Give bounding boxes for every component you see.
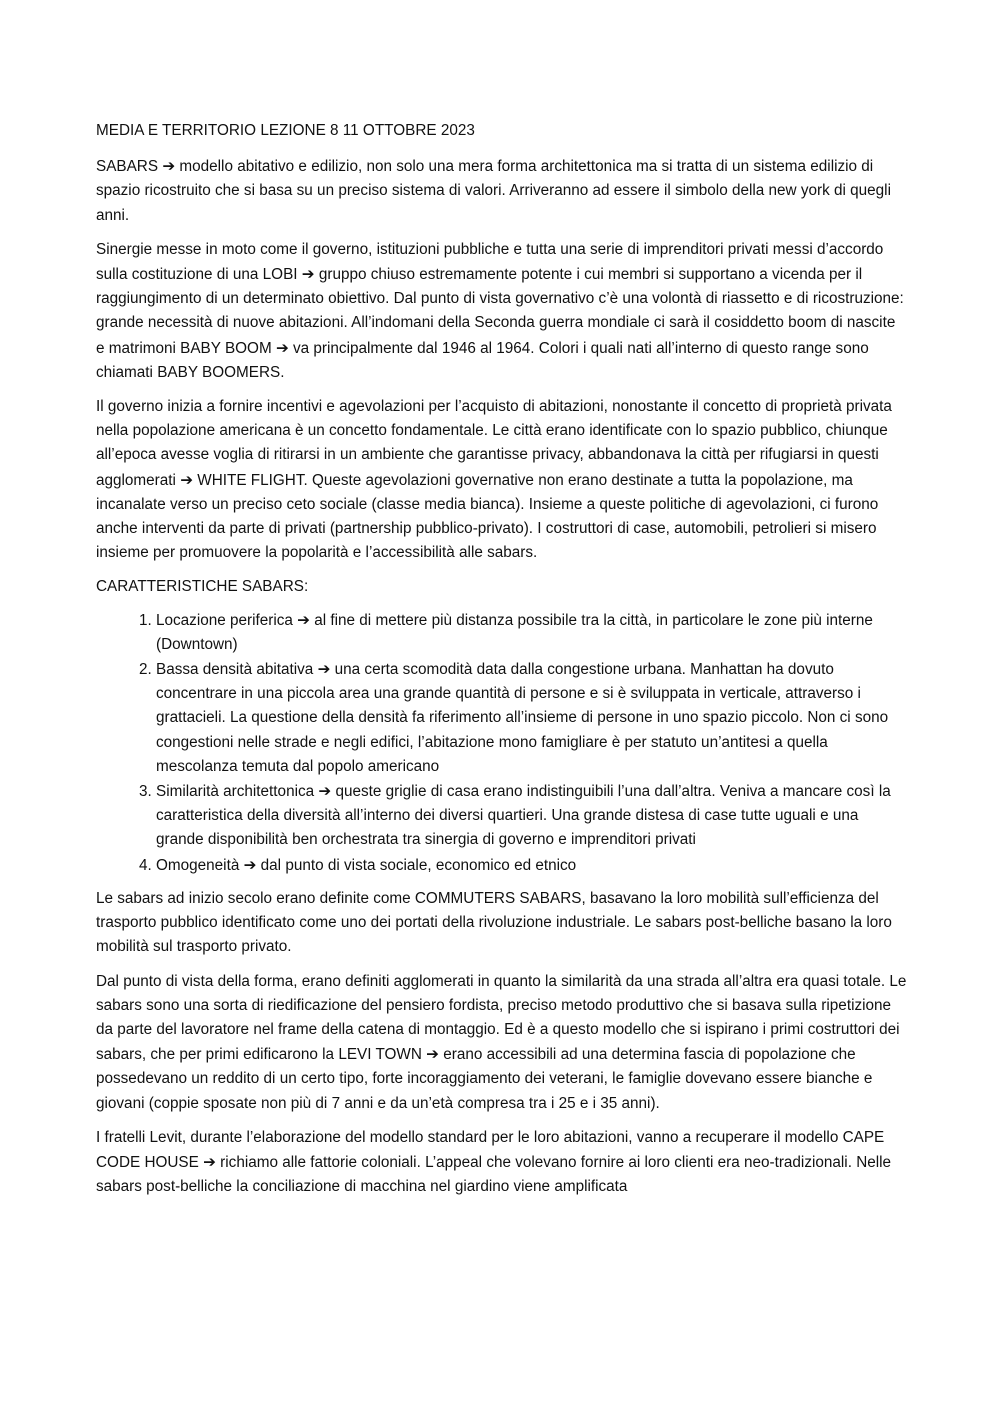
arrow-icon: ➔	[180, 470, 194, 489]
arrow-icon: ➔	[301, 265, 315, 284]
paragraph-text: Sinergie messe in moto come il governo, istituzioni pubbliche e tutta una serie di imprenditori privati messi d’accordo sulla costituzione di una LOBI	[96, 240, 884, 284]
feature-text: dal punto di vista sociale, economico ed etnico	[260, 856, 577, 874]
feature-title: Omogeneità	[156, 856, 240, 874]
arrow-icon: ➔	[426, 1045, 439, 1064]
feature-title: Bassa densità abitativa	[156, 661, 314, 679]
paragraph-commuters: Le sabars ad inizio secolo erano definite come COMMUTERS SABARS, basavano la loro mobilità sull’efficienza del trasporto pubblico identificato come uno dei portati della rivoluzione industriale. Le sabars post-belliche basano la loro mobilità sul trasporto privato.	[96, 889, 892, 956]
paragraph-text: va principalmente dal 1946 al 1964. Colori i quali nati all’interno di questo range sono chiamati BABY BOOMERS.	[96, 339, 869, 381]
paragraph-text: gruppo chiuso estremamente potente i cui membri si supportano a vicenda per il raggiungimento di un determinato obiettivo. Dal punto di vista governativo c’è una volontà di riassetto e di ricostruzione: grande necessità di nuove abitazioni. All’indomani della Seconda guerra mondiale ci sarà il cosiddetto boom di nascite e matrimoni BABY BOOM	[96, 266, 904, 357]
arrow-icon: ➔	[297, 610, 310, 629]
list-item	[156, 608, 908, 657]
paragraph-text: Dal punto di vista della forma, erano definiti agglomerati in quanto la similarità da una strada all’altra era quasi totale. Le sabars sono una sorta di riedificazione del pensiero fordista, preciso metodo produttivo che si basava sulla ripetizione da parte del lavoratore nel frame della catena di montaggio. Ed è a questo modello che si ispirano i primi costruttori dei sabars, che per primi edificarono la LEVI TOWN	[96, 972, 907, 1064]
feature-title: Locazione periferica	[156, 611, 293, 629]
features-list	[96, 608, 908, 878]
paragraph-lobi	[96, 238, 908, 385]
paragraph-levi-town	[96, 970, 908, 1116]
paragraph-text: erano accessibili ad una determina fascia di popolazione che possedevano un reddito di un certo tipo, forte incoraggiamento dei veterani, le famiglie dovevano essere bianche e giovani (coppie sposate non più di 7 anni e da un’età compresa tra i 25 e i 35 anni).	[96, 1046, 873, 1112]
arrow-icon: ➔	[162, 157, 176, 176]
arrow-icon: ➔	[318, 782, 332, 801]
arrow-icon: ➔	[275, 338, 289, 357]
list-item	[156, 779, 908, 853]
document-page	[96, 119, 908, 1209]
paragraph-cape-code-house	[96, 1126, 908, 1200]
arrow-icon: ➔	[203, 1152, 216, 1171]
paragraph-sabars-definition	[96, 154, 908, 228]
list-item	[156, 657, 908, 779]
arrow-icon: ➔	[243, 855, 257, 874]
paragraph-text: WHITE FLIGHT. Queste agevolazioni governative non erano destinate a tutta la popolazione, ma incanalate verso un preciso ceto sociale (classe media bianca). Insieme a queste politiche di agevolazioni, ci furono anche interventi da parte di privati (partnership pubblico-privato). I costruttori di case, automobili, petrolieri si misero insieme per promuovere la popolarità e l’accessibilità alle sabars.	[96, 471, 879, 562]
features-heading: CARATTERISTICHE SABARS:	[96, 578, 309, 596]
arrow-icon: ➔	[317, 660, 331, 679]
paragraph-white-flight	[96, 395, 908, 565]
feature-text: al fine di mettere più distanza possibile tra la città, in particolare le zone più interne (Downtown)	[156, 611, 873, 653]
paragraph-text: Il governo inizia a fornire incentivi e agevolazioni per l’acquisto di abitazioni, nonostante il concetto di proprietà privata nella popolazione americana è un concetto fondamentale. Le città erano identificate con lo spazio pubblico, chiunque all’epoca avesse voglia di ritirarsi in un ambiente che garantisse privacy, abbandonava la città per rifugiarsi in questi agglomerati	[96, 398, 892, 489]
paragraph-text: modello abitativo e edilizio, non solo una mera forma architettonica ma si tratta di un sistema edilizio di spazio ricostruito che si basa su un preciso sistema di valori. Arriveranno ad essere il simbolo della new york di quegli anni.	[96, 158, 891, 224]
paragraph-text: I fratelli Levit, durante l’elaborazione del modello standard per le loro abitazioni, vanno a recuperare il modello CAPE CODE HOUSE	[96, 1128, 885, 1171]
document-title: MEDIA E TERRITORIO LEZIONE 8 11 OTTOBRE 2023	[96, 122, 475, 139]
list-item	[156, 853, 908, 878]
paragraph-text: richiamo alle fattorie coloniali. L’appeal che volevano fornire ai loro clienti era neo-tradizionali. Nelle sabars post-belliche la conciliazione di macchina nel giardino viene amplificata	[96, 1153, 892, 1196]
feature-text: una certa scomodità data dalla congestione urbana. Manhattan ha dovuto concentrare in una piccola area una grande quantità di persone e si è sviluppata in verticale, attraverso i grattacieli. La questione della densità fa riferimento all’insieme di persone in uno spazio piccolo. Non ci sono congestioni nelle strade e negli edifici, l’abitazione mono famigliare è per statuto un’antitesi a quella mescolanza temuta dal popolo americano	[156, 661, 889, 775]
feature-text: queste griglie di casa erano indistinguibili l’una dall’altra. Veniva a mancare così la caratteristica della diversità all’interno dei diversi quartieri. Una grande distesa di case tutte uguali e una grande disponibilità ben orchestrata tra sinergia di governo e imprenditori privati	[156, 783, 891, 849]
feature-title: Similarità architettonica	[156, 783, 315, 801]
term-sabars: SABARS	[96, 158, 159, 176]
